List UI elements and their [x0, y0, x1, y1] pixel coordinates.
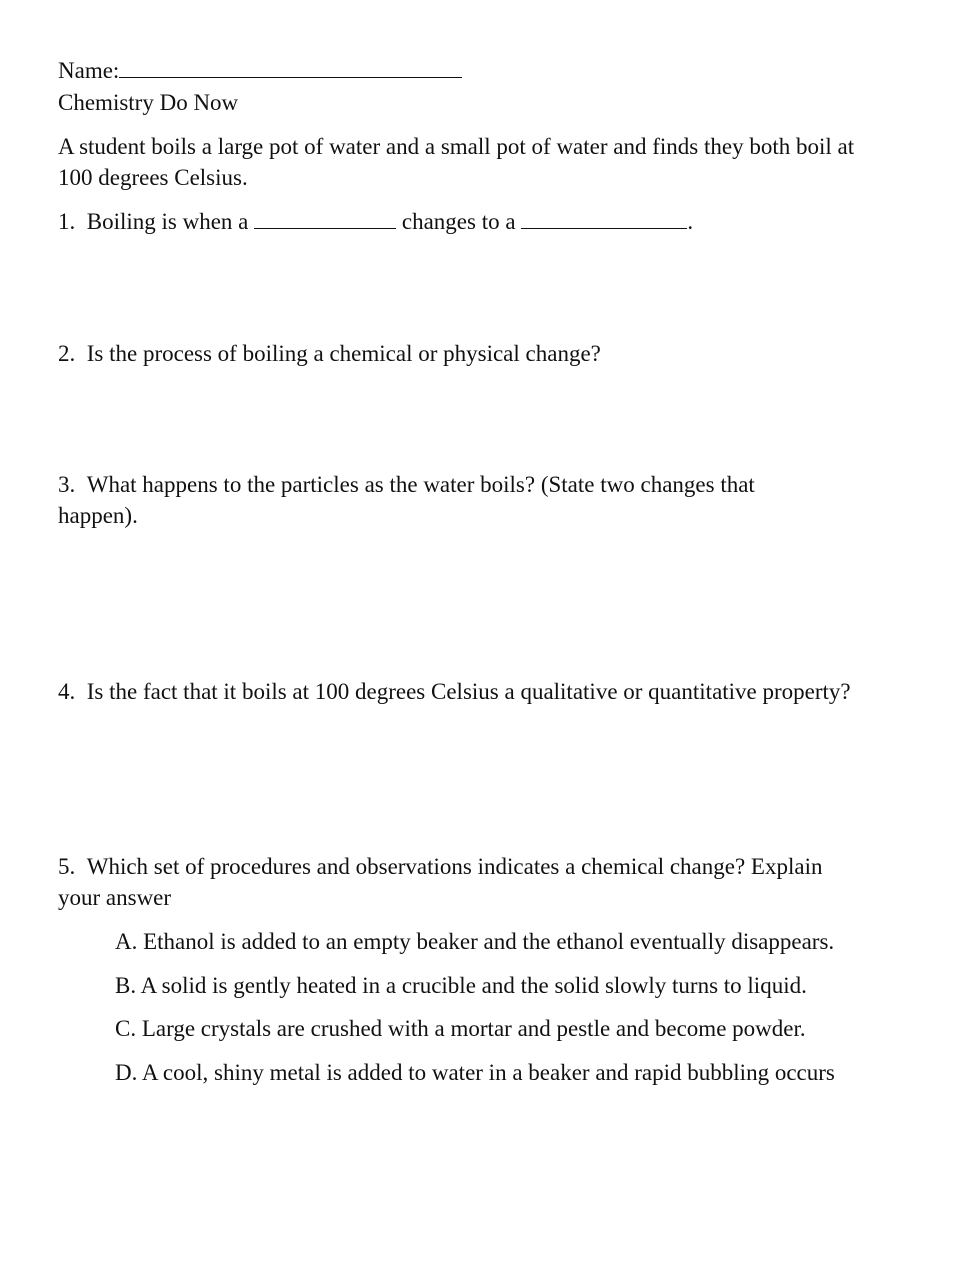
question-5-text: Which set of procedures and observations indicates a chemical change? Explain: [86, 854, 823, 879]
answer-option-b: B. A solid is gently heated in a crucible and the solid slowly turns to liquid.: [115, 973, 807, 998]
answer-option-d: D. A cool, shiny metal is added to water in a beaker and rapid bubbling occurs: [115, 1060, 835, 1085]
question-2: [58, 339, 601, 369]
answer-option-a: A. Ethanol is added to an empty beaker and the ethanol eventually disappears.: [115, 929, 835, 954]
answer-option-c: C. Large crystals are crushed with a mortar and pestle and become powder.: [115, 1016, 806, 1041]
question-1-number: 1.: [58, 209, 76, 234]
question-2-text: Is the process of boiling a chemical or physical change?: [86, 341, 601, 366]
question-1-text-start: Boiling is when a: [86, 209, 249, 234]
question-1-text-middle: changes to a: [401, 209, 516, 234]
intro-line-2: 100 degrees Celsius.: [58, 165, 248, 190]
name-blank: [119, 57, 462, 78]
name-label: Name:: [58, 58, 120, 83]
question-3-text: What happens to the particles as the water boils? (State two changes that: [86, 472, 755, 497]
question-3-line-2: happen).: [58, 503, 138, 528]
question-5-line-1: [58, 852, 822, 882]
course-title: Chemistry Do Now: [58, 90, 239, 115]
question-4-text: Is the fact that it boils at 100 degrees Celsius a qualitative or quantitative property?: [86, 679, 851, 704]
question-3-number: 3.: [58, 472, 76, 497]
question-1: [58, 207, 693, 237]
question-1-text-end: .: [687, 209, 694, 234]
question-2-number: 2.: [58, 341, 76, 366]
intro-line-1: A student boils a large pot of water and a small pot of water and finds they both boil at: [58, 134, 855, 159]
question-5-line-2: your answer: [58, 885, 172, 910]
name-line: [58, 56, 462, 86]
question-4-number: 4.: [58, 679, 76, 704]
question-1-blank-2: [521, 208, 687, 229]
question-3-line-1: [58, 470, 755, 500]
question-4: [58, 677, 851, 707]
question-1-blank-1: [254, 208, 396, 229]
question-5-number: 5.: [58, 854, 76, 879]
